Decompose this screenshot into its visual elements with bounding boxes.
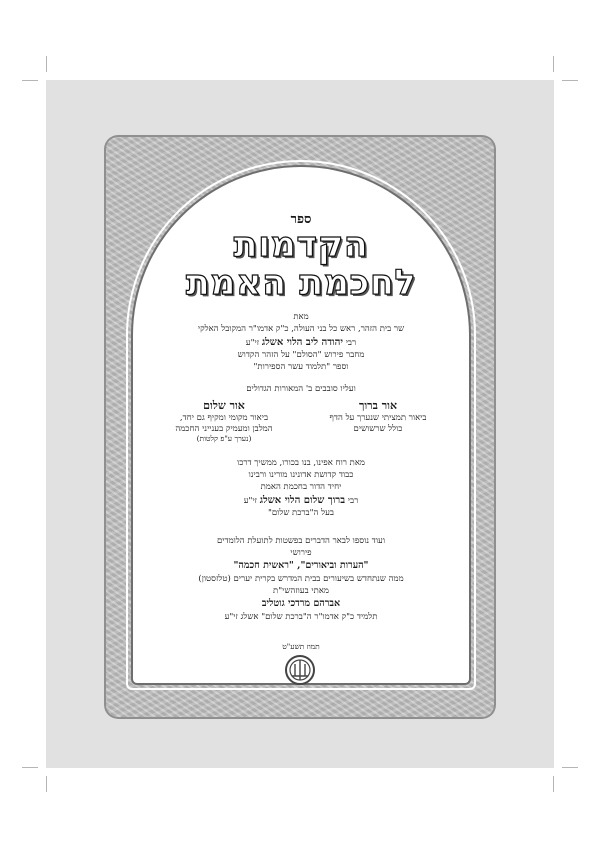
- by-label: מאת: [293, 312, 309, 322]
- commentary-right-line1: ביאור תמציתי שנערך על הדף: [329, 413, 427, 423]
- commentary-left-line1: ביאור מקומי ומקיף גם יחד,: [179, 413, 269, 423]
- author-line2: [133, 337, 469, 349]
- crop-mark: [562, 767, 578, 768]
- author-prefix: רבי: [345, 338, 357, 348]
- crop-mark: [46, 776, 47, 792]
- author-line3: מחבר פירוש "הסולם" על הזהר הקדוש: [237, 350, 365, 360]
- son-line1: מאת רוח אפינו, בנו בכורו, ממשיך דרכו: [237, 458, 365, 468]
- son-line3: יחיד הדור בחכמת האמת: [260, 482, 342, 492]
- publisher-logo-icon: [284, 654, 316, 686]
- publication-date: תמוז תשע"ט: [282, 642, 320, 651]
- author-line4: וספר "תלמוד עשר הספירות": [253, 362, 349, 372]
- crop-mark: [553, 56, 554, 72]
- crop-mark: [22, 80, 38, 81]
- crop-mark: [562, 80, 578, 81]
- added-line5: מאתי בעוזהשי"ת: [273, 586, 329, 596]
- added-line2: פירושי: [290, 548, 312, 558]
- added-line1: ועוד נוספו לבאר הדברים בפשטות לתועלת הלומדים: [216, 536, 386, 546]
- son-line4: [133, 495, 469, 507]
- author-suffix: זי"ע: [245, 338, 260, 348]
- commentary-left-line3: (נערך ע"פ קלטות): [196, 434, 252, 443]
- added-line6: אברהם מרדכי גוטליב: [261, 598, 341, 609]
- commentary-left: [149, 399, 299, 443]
- crop-mark: [553, 776, 554, 792]
- sefer-label: ספר: [290, 212, 312, 227]
- commentary-left-heading: אור שלום: [203, 399, 245, 412]
- crop-mark: [22, 767, 38, 768]
- son-name: ברוך שלום הלוי אשלג: [259, 495, 346, 506]
- son-prefix: רבי: [347, 496, 359, 506]
- commentary-left-line2: המלבן ומעמיק בענייני החכמה: [175, 424, 273, 434]
- crop-mark: [46, 56, 47, 72]
- title-page-content: [133, 167, 469, 683]
- book-title-line2: לחכמת האמת: [185, 263, 417, 303]
- added-line3: "הערות וביאורים", "ראשית חכמה": [233, 560, 369, 571]
- commentaries-intro: ועליו סובבים ב' המאורות הגדולים: [246, 384, 356, 394]
- son-line2: כבוד קדושת אדונינו מורינו ורבינו: [248, 470, 354, 480]
- book-title-line1: הקדמות: [233, 225, 369, 265]
- commentary-right-line2: כולל שרשושים: [353, 424, 403, 434]
- commentary-right-heading: אור ברוך: [358, 399, 398, 412]
- added-line4: ממה שנתחדש בשיעורים בבית המדרש בקרית יערים (טלזסטון): [198, 574, 404, 584]
- commentary-right: [303, 399, 453, 434]
- author-line1: שר בית הזהר, ראש כל בני העולה, כ"ק אדמו"ר המקובל האלקי: [197, 324, 405, 334]
- son-suffix: זי"ע: [243, 496, 258, 506]
- son-line5: בעל ה"ברכת שלום": [267, 508, 335, 518]
- added-line7: תלמיד כ"ק אדמו"ר ה"ברכת שלום" אשלג זי"ע: [224, 612, 378, 622]
- author-name: יהודה ליב הלוי אשלג: [261, 337, 343, 348]
